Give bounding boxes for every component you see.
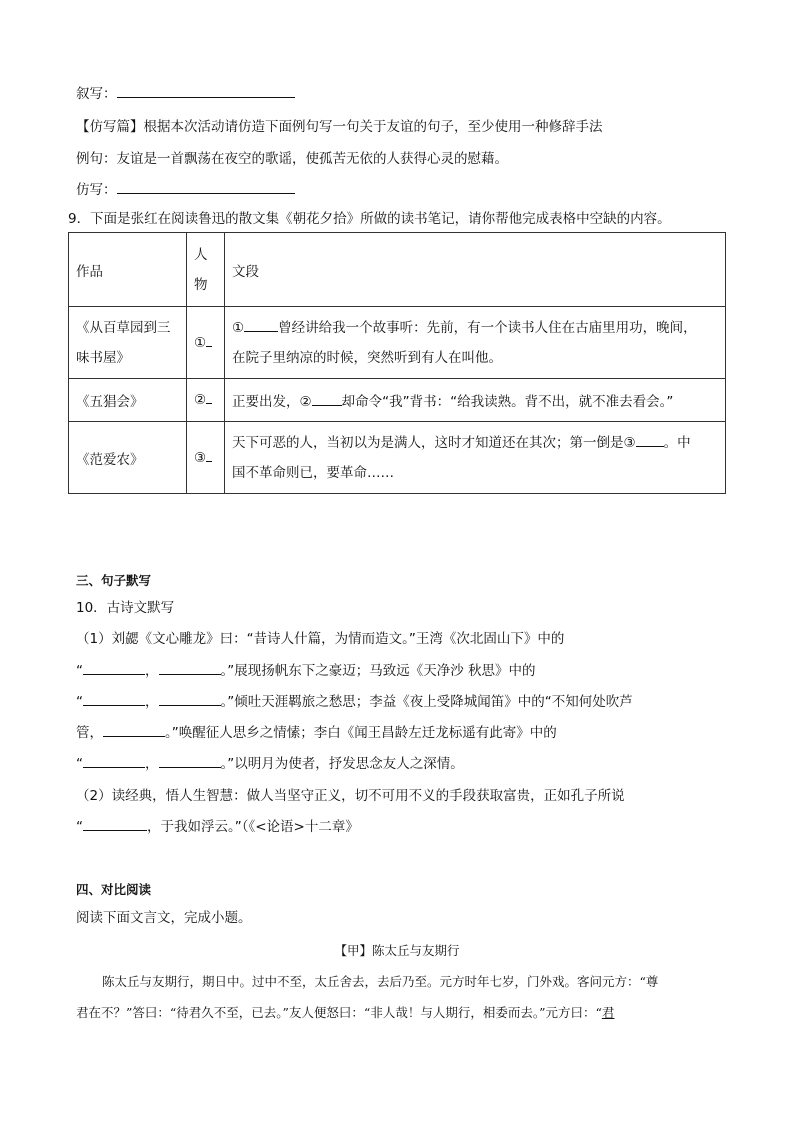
answer-blank[interactable] xyxy=(244,330,278,332)
header-excerpt: 文段 xyxy=(225,233,726,307)
header-work: 作品 xyxy=(69,233,187,307)
narrate-label: 叙写： xyxy=(76,86,117,102)
section3-title: 三、句子默写 xyxy=(76,573,152,588)
recite-line-7: “ ，于我如浮云。”（《<论语>十二章》 xyxy=(76,819,359,835)
person-cell[interactable]: ② xyxy=(187,379,225,422)
recite-line-2: “ ， 。”展现扬帆东下之豪迈；马致远《天净沙 秋思》中的 xyxy=(76,663,536,679)
passage-title: 【甲】陈太丘与友期行 xyxy=(334,943,460,958)
narrate-blank[interactable] xyxy=(117,96,295,98)
work-cell: 《从百草园到三 味书屋》 xyxy=(69,307,187,379)
table-header-row xyxy=(69,233,726,307)
q9-question: 9．下面是张红在阅读鲁迅的散文集《朝花夕拾》所做的读书笔记，请你帮他完成表格中空缺的内容。 xyxy=(68,211,671,227)
answer-blank[interactable] xyxy=(83,829,147,831)
header-person: 人 物 xyxy=(187,233,225,307)
section4-title: 四、对比阅读 xyxy=(76,882,152,897)
reading-notes-table xyxy=(68,232,726,494)
answer-blank[interactable] xyxy=(83,766,145,768)
answer-blank[interactable] xyxy=(159,766,221,768)
example-sentence: 例句：友谊是一首飘荡在夜空的歌谣，使孤苦无依的人获得心灵的慰藉。 xyxy=(76,151,508,167)
excerpt-cell: ① 曾经讲给我一个故事听：先前，有一个读书人住在古庙里用功，晚间， 在院子里纳凉的时候，突然听到有人在叫他。 xyxy=(225,307,726,379)
person-cell[interactable]: ③ xyxy=(187,422,225,494)
imitate-section-heading: 【仿写篇】根据本次活动请仿造下面例句写一句关于友谊的句子，至少使用一种修辞手法 xyxy=(76,119,603,135)
excerpt-cell: 正要出发，② 却命令“我”背书：“给我读熟。背不出，就不准去看会。” xyxy=(225,379,726,422)
recite-line-6: （2）读经典，悟人生智慧：做人当坚守正义，切不可用不义的手段获取富贵，正如孔子所说 xyxy=(76,788,625,804)
answer-blank[interactable] xyxy=(636,445,664,447)
table-row xyxy=(69,422,726,494)
work-cell: 《范爱农》 xyxy=(69,422,187,494)
imitate-label: 仿写： xyxy=(76,182,117,198)
section4-intro: 阅读下面文言文，完成小题。 xyxy=(76,910,252,926)
passage-line-1: 陈太丘与友期行，期日中。过中不至，太丘舍去，去后乃至。元方时年七岁，门外戏。客问元方：“尊 xyxy=(102,974,659,989)
answer-blank[interactable] xyxy=(159,673,221,675)
answer-blank[interactable] xyxy=(312,404,342,406)
answer-blank[interactable] xyxy=(103,735,165,737)
answer-blank[interactable] xyxy=(159,704,221,706)
work-cell: 《五猖会》 xyxy=(69,379,187,422)
imitate-line xyxy=(76,178,295,198)
person-cell[interactable]: ① xyxy=(187,307,225,379)
recite-line-5: “ ， 。”以明月为使者，抒发思念友人之深情。 xyxy=(76,756,464,772)
passage-line-2: 君在不？”答曰：“待君久不至，已去。”友人便怒曰：“非人哉！与人期行，相委而去。”元方曰：“君 xyxy=(76,1005,615,1020)
recite-line-3: “ ， 。”倾吐天涯羁旅之愁思；李益《夜上受降城闻笛》中的“不知何处吹芦 xyxy=(76,694,633,710)
answer-blank[interactable] xyxy=(83,673,145,675)
recite-line-4: 管， 。”唤醒征人思乡之情愫；李白《闻王昌龄左迁龙标遥有此寄》中的 xyxy=(76,725,557,741)
narrate-line xyxy=(76,82,295,102)
recite-line-1: （1）刘勰《文心雕龙》曰：“昔诗人什篇，为情而造文。”王湾《次北固山下》中的 xyxy=(76,631,565,647)
answer-blank[interactable] xyxy=(83,704,145,706)
excerpt-cell: 天下可恶的人，当初以为是满人，这时才知道还在其次；第一倒是③ 。中 国不革命则已，要革命…… xyxy=(225,422,726,494)
underlined-word: 君 xyxy=(601,1005,615,1020)
imitate-blank[interactable] xyxy=(117,192,295,194)
q10-title: 10．古诗文默写 xyxy=(76,600,175,616)
table-row xyxy=(69,379,726,422)
table-row xyxy=(69,307,726,379)
